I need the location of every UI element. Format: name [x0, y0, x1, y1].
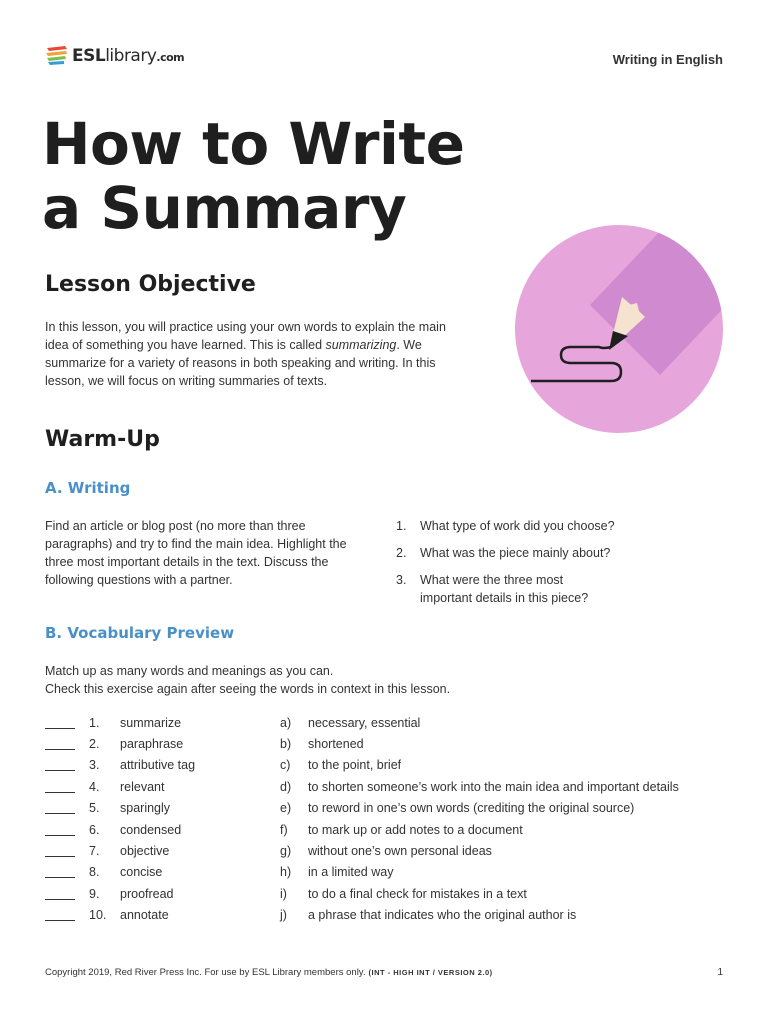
answer-blank[interactable]: [45, 802, 75, 814]
answer-blank[interactable]: [45, 866, 75, 878]
writing-heading: A. Writing: [45, 479, 131, 497]
vocab-row: 8. concise h) in a limited way: [45, 862, 735, 883]
logo-text: ESLlibrary.com: [72, 46, 185, 66]
question-item: 3. What were the three most important details in this piece?: [396, 573, 589, 605]
answer-blank[interactable]: [45, 824, 75, 836]
answer-blank[interactable]: [45, 845, 75, 857]
vocab-row: 4. relevant d) to shorten someone’s work into the main idea and important details: [45, 776, 735, 797]
answer-blank[interactable]: [45, 888, 75, 900]
esl-library-logo: [45, 45, 184, 67]
answer-blank[interactable]: [45, 738, 75, 750]
writing-instructions: Find an article or blog post (no more than three paragraphs) and try to find the main idea. Highlight the three most important details in the text. Discuss the following questions with a partner.: [45, 519, 347, 587]
lesson-objective-text: In this lesson, you will practice using your own words to explain the main idea of something you have learned. This is called summarizing. We summarize for a variety of reasons in both speaking and writing. In this lesson, we will focus on writing summaries of texts.: [45, 320, 446, 388]
title-line-2: a Summary: [42, 174, 407, 242]
answer-blank[interactable]: [45, 781, 75, 793]
stacked-books-icon: [45, 45, 69, 67]
title-line-1: How to Write: [42, 110, 465, 178]
version-label: (INT - HIGH INT / VERSION 2.0): [368, 968, 493, 977]
discussion-questions: [396, 517, 736, 616]
answer-blank[interactable]: [45, 759, 75, 771]
lesson-objective-heading: Lesson Objective: [45, 272, 256, 297]
page-number: 1: [717, 967, 723, 978]
vocabulary-instructions: Match up as many words and meanings as you can. Check this exercise again after seeing the words in context in this lesson.: [45, 664, 451, 696]
vocabulary-matching-table: [45, 712, 735, 926]
warm-up-heading: Warm-Up: [45, 427, 160, 452]
pencil-writing-icon: [515, 225, 723, 433]
footer-copyright: Copyright 2019, Red River Press Inc. For use by ESL Library members only. (INT - HIGH INT / VERSION 2.0): [45, 967, 493, 978]
vocab-row: 6. condensed f) to mark up or add notes to a document: [45, 819, 735, 840]
vocab-row: 9. proofread i) to do a final check for mistakes in a text: [45, 883, 735, 904]
question-item: 2. What was the piece mainly about?: [396, 546, 611, 560]
answer-blank[interactable]: [45, 909, 75, 921]
vocab-row: 5. sparingly e) to reword in one’s own words (crediting the original source): [45, 798, 735, 819]
vocab-row: 10. annotate j) a phrase that indicates who the original author is: [45, 905, 735, 926]
answer-blank[interactable]: [45, 717, 75, 729]
page-title: [42, 112, 464, 240]
question-item: 1. What type of work did you choose?: [396, 519, 615, 533]
vocab-row: 1. summarize a) necessary, essential: [45, 712, 735, 733]
section-label: Writing in English: [612, 52, 723, 67]
vocab-row: 2. paraphrase b) shortened: [45, 733, 735, 754]
vocab-row: 3. attributive tag c) to the point, brief: [45, 755, 735, 776]
vocabulary-heading: B. Vocabulary Preview: [45, 624, 235, 642]
vocab-row: 7. objective g) without one’s own personal ideas: [45, 840, 735, 861]
